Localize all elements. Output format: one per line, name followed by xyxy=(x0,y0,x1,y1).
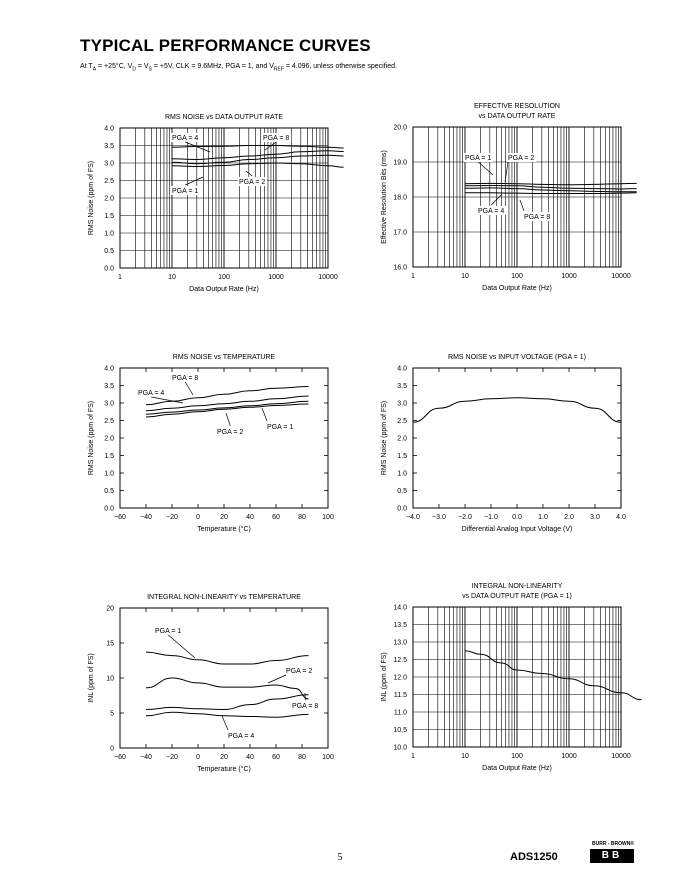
y-tick-label: 10 xyxy=(106,675,114,683)
x-tick-label: 1000 xyxy=(561,273,577,280)
burr-brown-logo xyxy=(584,841,642,867)
chart-title: RMS NOISE vs DATA OUTPUT RATE xyxy=(164,114,284,121)
y-tick-label: 13.0 xyxy=(393,639,407,647)
x-tick-label: 1 xyxy=(118,274,122,281)
y-tick-label: 13.5 xyxy=(393,622,407,629)
y-tick-label: 2.5 xyxy=(104,418,114,425)
x-tick-label: 0.0 xyxy=(512,514,522,521)
x-tick-label: 100 xyxy=(322,754,334,761)
series-annotation: PGA = 2 xyxy=(217,429,244,436)
y-tick-label: 19.0 xyxy=(393,159,407,167)
chart-title: RMS NOISE vs TEMPERATURE xyxy=(172,354,276,361)
page-number: 5 xyxy=(337,852,343,863)
page-title: TYPICAL PERFORMANCE CURVES xyxy=(80,36,371,55)
page-subtitle: At $T_A = +25^\circ C$, $V_D = V_S = +5V$, CLK = 9.6MHz, PGA = 1, and $V_{REF} = 4.096$, unless otherwise specified. xyxy=(80,63,397,73)
y-tick-label: 18.0 xyxy=(393,194,407,202)
y-tick-label: 15 xyxy=(106,640,114,648)
y-tick-label: 16.0 xyxy=(393,264,407,272)
series-annotation: PGA = 2 xyxy=(239,179,266,186)
y-tick-label: 20.0 xyxy=(393,124,407,132)
y-tick-label: 0.0 xyxy=(104,505,114,513)
y-tick-label: 3.0 xyxy=(104,160,114,168)
x-tick-label: −20 xyxy=(166,514,178,521)
y-tick-label: 3.0 xyxy=(104,400,114,408)
y-tick-label: 12.5 xyxy=(393,657,407,664)
x-tick-label: 60 xyxy=(272,754,280,761)
x-tick-label: 10000 xyxy=(611,753,631,760)
x-tick-label: 1 xyxy=(411,273,415,280)
x-tick-label: 2.0 xyxy=(564,514,574,521)
series-annotation: PGA = 8 xyxy=(292,703,319,710)
y-tick-label: 20 xyxy=(106,605,114,613)
y-tick-label: 4.0 xyxy=(104,125,114,133)
x-tick-label: 0 xyxy=(196,514,200,521)
x-tick-label: 10000 xyxy=(318,274,338,281)
chart-title: INTEGRAL NON-LINEARITY vs TEMPERATURE xyxy=(147,594,301,601)
x-axis-label: Data Output Rate (Hz) xyxy=(482,285,552,292)
x-tick-label: 100 xyxy=(511,273,523,280)
series-annotation: PGA = 8 xyxy=(524,214,551,221)
y-tick-label: 10.5 xyxy=(393,727,407,734)
x-tick-label: −60 xyxy=(114,514,126,521)
part-number: ADS1250 xyxy=(510,851,558,863)
x-tick-label: 40 xyxy=(246,754,254,761)
series-annotation: PGA = 1 xyxy=(172,188,199,195)
x-tick-label: 100 xyxy=(218,274,230,281)
series-annotation: PGA = 1 xyxy=(155,628,182,635)
y-tick-label: 14.0 xyxy=(393,604,407,612)
series-annotation: PGA = 1 xyxy=(267,424,294,431)
x-tick-label: −40 xyxy=(140,754,152,761)
series-annotation: PGA = 2 xyxy=(286,668,313,675)
x-tick-label: 60 xyxy=(272,514,280,521)
x-tick-label: 3.0 xyxy=(590,514,600,521)
x-tick-label: −2.0 xyxy=(458,514,472,521)
y-tick-label: 2.5 xyxy=(104,178,114,185)
y-tick-label: 1.5 xyxy=(104,213,114,220)
x-tick-label: 40 xyxy=(246,514,254,521)
x-axis-label: Differential Analog Input Voltage (V) xyxy=(461,526,573,533)
y-axis-label: RMS Noise (ppm of FS) xyxy=(88,400,95,476)
y-tick-label: 3.5 xyxy=(104,383,114,390)
y-tick-label: 0.0 xyxy=(104,265,114,273)
y-tick-label: 0.5 xyxy=(104,248,114,255)
chart-title: vs DATA OUTPUT RATE (PGA = 1) xyxy=(462,593,572,600)
y-tick-label: 1.5 xyxy=(397,453,407,460)
y-tick-label: 1.0 xyxy=(104,230,114,238)
y-tick-label: 3.5 xyxy=(104,143,114,150)
y-tick-label: 0.5 xyxy=(104,488,114,495)
y-tick-label: 2.0 xyxy=(397,435,407,443)
x-tick-label: −60 xyxy=(114,754,126,761)
x-tick-label: 80 xyxy=(298,514,306,521)
x-tick-label: −20 xyxy=(166,754,178,761)
x-tick-label: 4.0 xyxy=(616,514,626,521)
x-tick-label: 1 xyxy=(411,753,415,760)
y-tick-label: 5 xyxy=(110,710,114,718)
y-tick-label: 3.0 xyxy=(397,400,407,408)
x-tick-label: −40 xyxy=(140,514,152,521)
chart-title: INTEGRAL NON-LINEARITY xyxy=(471,583,563,590)
x-tick-label: 0 xyxy=(196,754,200,761)
x-axis-label: Data Output Rate (Hz) xyxy=(189,286,259,293)
chart-title: EFFECTIVE RESOLUTION xyxy=(474,103,560,110)
x-tick-label: 100 xyxy=(511,753,523,760)
x-tick-label: 1.0 xyxy=(538,514,548,521)
series-annotation: PGA = 4 xyxy=(478,208,505,215)
y-axis-label: Effective Resolution Bits (rms) xyxy=(381,150,388,244)
x-tick-label: 10 xyxy=(461,753,469,760)
y-tick-label: 11.0 xyxy=(393,709,407,717)
y-tick-label: 1.5 xyxy=(104,453,114,460)
y-tick-label: 2.0 xyxy=(104,195,114,203)
x-tick-label: −3.0 xyxy=(432,514,446,521)
x-tick-label: 80 xyxy=(298,754,306,761)
y-tick-label: 3.5 xyxy=(397,383,407,390)
y-tick-label: 0 xyxy=(110,745,114,753)
y-tick-label: 1.0 xyxy=(397,470,407,478)
x-tick-label: 1000 xyxy=(561,753,577,760)
x-tick-label: 10000 xyxy=(611,273,631,280)
y-tick-label: 1.0 xyxy=(104,470,114,478)
y-tick-label: 10.0 xyxy=(393,744,407,752)
x-tick-label: −1.0 xyxy=(484,514,498,521)
y-axis-label: RMS Noise (ppm of FS) xyxy=(381,400,388,476)
logo-mark: BB xyxy=(590,849,634,863)
x-tick-label: 10 xyxy=(168,274,176,281)
series-annotation: PGA = 2 xyxy=(508,155,535,162)
x-tick-label: 1000 xyxy=(268,274,284,281)
y-tick-label: 0.0 xyxy=(397,505,407,513)
series-annotation: PGA = 4 xyxy=(138,390,165,397)
y-tick-label: 0.5 xyxy=(397,488,407,495)
x-tick-label: 100 xyxy=(322,514,334,521)
y-axis-label: INL (ppm of FS) xyxy=(381,652,388,702)
y-tick-label: 2.0 xyxy=(104,435,114,443)
chart-title: vs DATA OUTPUT RATE xyxy=(478,113,556,120)
series-annotation: PGA = 4 xyxy=(228,733,255,740)
y-axis-label: RMS Noise (ppm of FS) xyxy=(88,160,95,236)
x-tick-label: 20 xyxy=(220,514,228,521)
x-tick-label: 10 xyxy=(461,273,469,280)
y-tick-label: 4.0 xyxy=(397,365,407,373)
series-annotation: PGA = 8 xyxy=(263,135,290,142)
series-annotation: PGA = 4 xyxy=(172,135,199,142)
y-tick-label: 11.5 xyxy=(393,692,407,699)
x-tick-label: 20 xyxy=(220,754,228,761)
x-axis-label: Temperature (°C) xyxy=(197,526,251,533)
y-tick-label: 2.5 xyxy=(397,418,407,425)
x-tick-label: −4.0 xyxy=(406,514,420,521)
chart-title: RMS NOISE vs INPUT VOLTAGE (PGA = 1) xyxy=(448,354,586,361)
series-annotation: PGA = 8 xyxy=(172,375,199,382)
x-axis-label: Temperature (°C) xyxy=(197,766,251,773)
y-tick-label: 4.0 xyxy=(104,365,114,373)
series-annotation: PGA = 1 xyxy=(465,155,492,162)
y-tick-label: 12.0 xyxy=(393,674,407,682)
y-axis-label: INL (ppm of FS) xyxy=(88,653,95,703)
x-axis-label: Data Output Rate (Hz) xyxy=(482,765,552,772)
y-tick-label: 17.0 xyxy=(393,229,407,237)
logo-text: BURR - BROWN® xyxy=(591,841,634,847)
